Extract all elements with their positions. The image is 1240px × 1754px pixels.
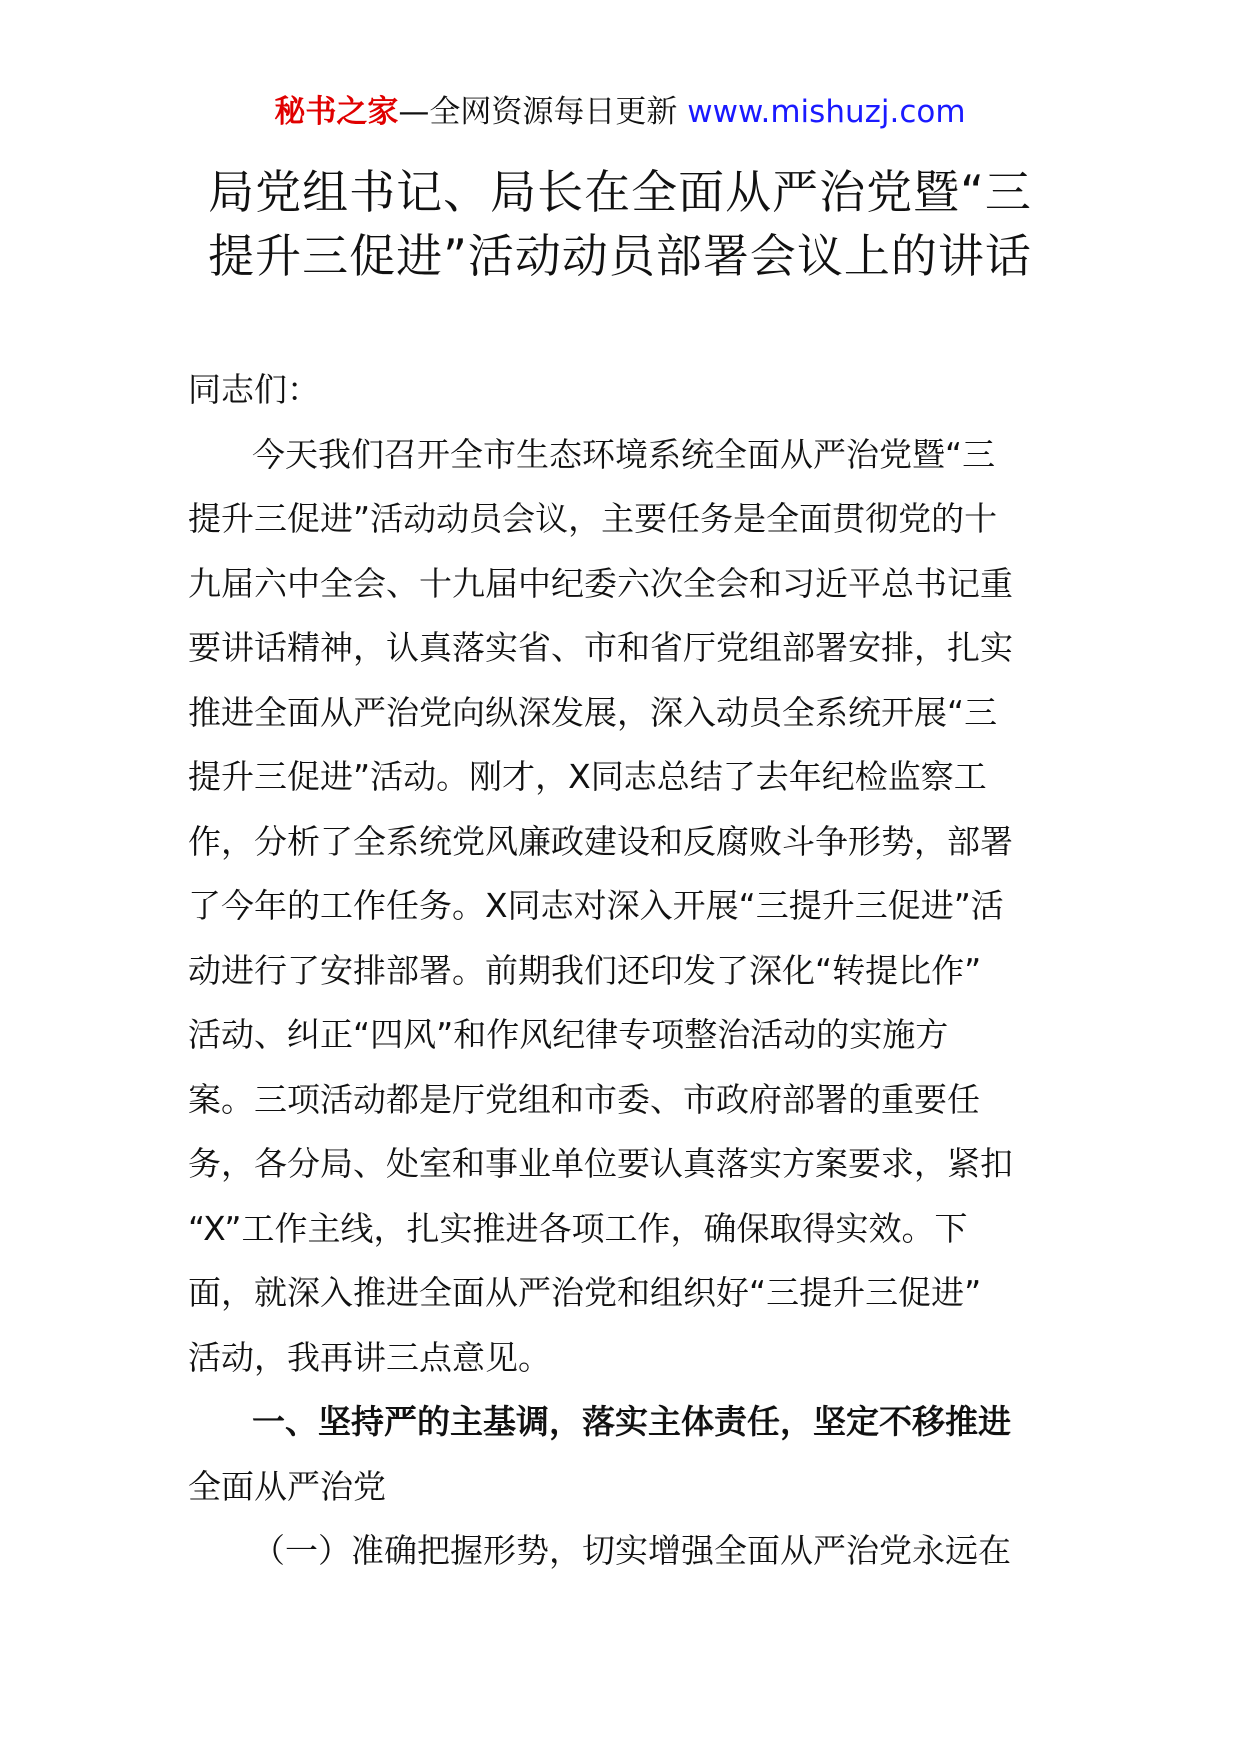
site-url-link[interactable]: www.mishuzj.com — [687, 94, 966, 130]
paragraph-line: 今天我们召开全市生态环境系统全面从严治党暨“三 — [252, 434, 996, 474]
site-tagline: —全网资源每日更新 — [398, 94, 678, 130]
paragraph-line: 提升三促进”活动动员会议，主要任务是全面贯彻党的十 — [188, 499, 998, 538]
section-heading-line: 全面从严治党 — [188, 1466, 386, 1506]
section-heading-1 — [188, 1390, 1058, 1519]
document-title — [150, 160, 1090, 288]
site-header — [0, 92, 1240, 132]
subsection-heading-1: （一）准确把握形势，切实增强全面从严治党永远在 — [252, 1531, 1011, 1570]
paragraph-line: 推进全面从严治党向纵深发展，深入动员全系统开展“三 — [188, 692, 998, 732]
paragraph-line: 活动、纠正“四风”和作风纪律专项整治活动的实施方 — [188, 1015, 949, 1054]
paragraph-line: 作，分析了全系统党风廉政建设和反腐败斗争形势，部署 — [188, 821, 1013, 861]
paragraph-line: 动进行了安排部署。前期我们还印发了深化“转提比作” — [188, 950, 982, 990]
section-heading-line: 一、坚持严的主基调，落实主体责任，坚定不移推进 — [252, 1402, 1011, 1441]
paragraph-line: 九届六中全会、十九届中纪委六次全会和习近平总书记重 — [188, 563, 1013, 603]
paragraph-line: 务，各分局、处室和事业单位要认真落实方案要求，紧扣 — [188, 1144, 1013, 1183]
paragraph-line: 面，就深入推进全面从严治党和组织好“三提升三促进” — [188, 1273, 982, 1312]
brand-name: 秘书之家 — [274, 94, 399, 130]
salutation: 同志们： — [188, 370, 320, 409]
paragraph-line: 提升三促进”活动。刚才，X同志总结了去年纪检监察工 — [188, 757, 987, 796]
paragraph-1 — [188, 423, 1058, 1391]
paragraph-line: “X”工作主线，扎实推进各项工作，确保取得实效。下 — [188, 1208, 968, 1248]
title-line-2: 提升三促进”活动动员部署会议上的讲话 — [208, 229, 1032, 283]
paragraph-line: 要讲话精神，认真落实省、市和省厅党组部署安排，扎实 — [188, 628, 1013, 667]
paragraph-line: 案。三项活动都是厅党组和市委、市政府部署的重要任 — [188, 1079, 980, 1119]
paragraph-line: 了今年的工作任务。X同志对深入开展“三提升三促进”活 — [188, 886, 1004, 925]
title-line-1: 局党组书记、局长在全面从严治党暨“三 — [208, 165, 1032, 219]
document-body — [188, 358, 1058, 1584]
paragraph-line: 活动，我再讲三点意见。 — [188, 1337, 551, 1377]
